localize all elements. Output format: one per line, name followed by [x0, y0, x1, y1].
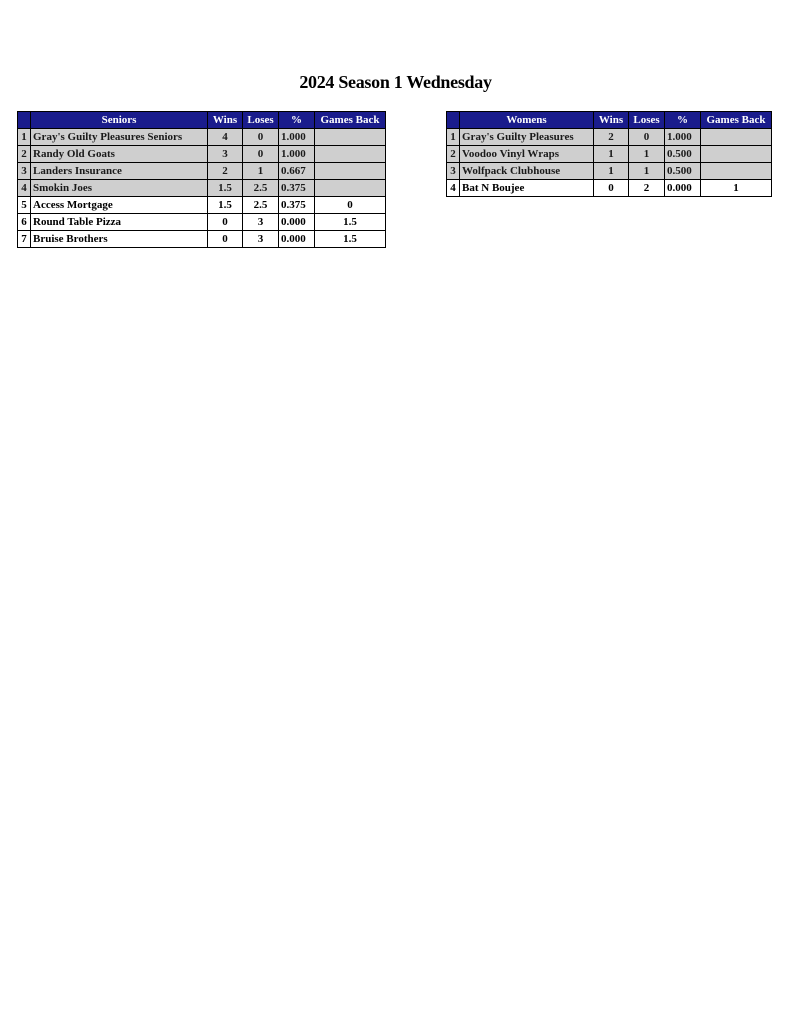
wins-cell: 1 [594, 163, 629, 180]
wins-cell: 2 [594, 129, 629, 146]
loses-cell: 2.5 [243, 197, 279, 214]
seniors-standings-table [17, 111, 386, 248]
table-row [447, 146, 772, 163]
games-back-cell: 1 [701, 180, 772, 197]
team-cell: Randy Old Goats [31, 146, 208, 163]
loses-header: Loses [629, 112, 665, 129]
pct-cell: 1.000 [279, 146, 315, 163]
team-cell: Bruise Brothers [31, 231, 208, 248]
team-header: Womens [460, 112, 594, 129]
table-header-row [447, 112, 772, 129]
games-back-cell [315, 180, 386, 197]
games-back-cell: 1.5 [315, 231, 386, 248]
loses-cell: 0 [243, 146, 279, 163]
page-title: 2024 Season 1 Wednesday [299, 72, 492, 92]
pct-cell: 1.000 [665, 129, 701, 146]
rank-cell: 3 [447, 163, 460, 180]
rank-cell: 1 [447, 129, 460, 146]
team-cell: Wolfpack Clubhouse [460, 163, 594, 180]
loses-header: Loses [243, 112, 279, 129]
rank-header [447, 112, 460, 129]
pct-header: % [279, 112, 315, 129]
rank-cell: 1 [18, 129, 31, 146]
team-cell: Bat N Boujee [460, 180, 594, 197]
games-back-cell [315, 129, 386, 146]
pct-header: % [665, 112, 701, 129]
team-cell: Gray's Guilty Pleasures [460, 129, 594, 146]
games-back-cell [701, 129, 772, 146]
games-back-cell [315, 163, 386, 180]
team-cell: Gray's Guilty Pleasures Seniors [31, 129, 208, 146]
pct-cell: 0.500 [665, 163, 701, 180]
rank-header [18, 112, 31, 129]
table-row [18, 129, 386, 146]
loses-cell: 2 [629, 180, 665, 197]
rank-cell: 2 [18, 146, 31, 163]
wins-cell: 0 [208, 231, 243, 248]
wins-cell: 1.5 [208, 180, 243, 197]
rank-cell: 4 [18, 180, 31, 197]
rank-cell: 3 [18, 163, 31, 180]
pct-cell: 1.000 [279, 129, 315, 146]
games-back-cell: 0 [315, 197, 386, 214]
wins-cell: 0 [594, 180, 629, 197]
wins-cell: 2 [208, 163, 243, 180]
team-header: Seniors [31, 112, 208, 129]
games-back-cell [701, 163, 772, 180]
pct-cell: 0.375 [279, 197, 315, 214]
loses-cell: 1 [629, 146, 665, 163]
loses-cell: 0 [629, 129, 665, 146]
loses-cell: 3 [243, 214, 279, 231]
loses-cell: 3 [243, 231, 279, 248]
games-back-header: Games Back [315, 112, 386, 129]
team-cell: Smokin Joes [31, 180, 208, 197]
pct-cell: 0.000 [665, 180, 701, 197]
team-cell: Round Table Pizza [31, 214, 208, 231]
wins-header: Wins [594, 112, 629, 129]
table-row [18, 180, 386, 197]
games-back-cell [701, 146, 772, 163]
rank-cell: 4 [447, 180, 460, 197]
wins-cell: 0 [208, 214, 243, 231]
table-row [447, 180, 772, 197]
pct-cell: 0.667 [279, 163, 315, 180]
rank-cell: 2 [447, 146, 460, 163]
table-row [18, 146, 386, 163]
rank-cell: 7 [18, 231, 31, 248]
table-row [18, 231, 386, 248]
pct-cell: 0.500 [665, 146, 701, 163]
wins-cell: 1.5 [208, 197, 243, 214]
team-cell: Landers Insurance [31, 163, 208, 180]
games-back-cell [315, 146, 386, 163]
games-back-cell: 1.5 [315, 214, 386, 231]
table-row [18, 214, 386, 231]
wins-header: Wins [208, 112, 243, 129]
games-back-header: Games Back [701, 112, 772, 129]
wins-cell: 1 [594, 146, 629, 163]
table-row [18, 163, 386, 180]
table-row [447, 129, 772, 146]
pct-cell: 0.000 [279, 214, 315, 231]
rank-cell: 6 [18, 214, 31, 231]
wins-cell: 4 [208, 129, 243, 146]
loses-cell: 0 [243, 129, 279, 146]
womens-standings-table [446, 111, 772, 197]
loses-cell: 1 [629, 163, 665, 180]
table-row [447, 163, 772, 180]
rank-cell: 5 [18, 197, 31, 214]
table-header-row [18, 112, 386, 129]
loses-cell: 1 [243, 163, 279, 180]
wins-cell: 3 [208, 146, 243, 163]
team-cell: Access Mortgage [31, 197, 208, 214]
table-row [18, 197, 386, 214]
team-cell: Voodoo Vinyl Wraps [460, 146, 594, 163]
loses-cell: 2.5 [243, 180, 279, 197]
pct-cell: 0.375 [279, 180, 315, 197]
pct-cell: 0.000 [279, 231, 315, 248]
